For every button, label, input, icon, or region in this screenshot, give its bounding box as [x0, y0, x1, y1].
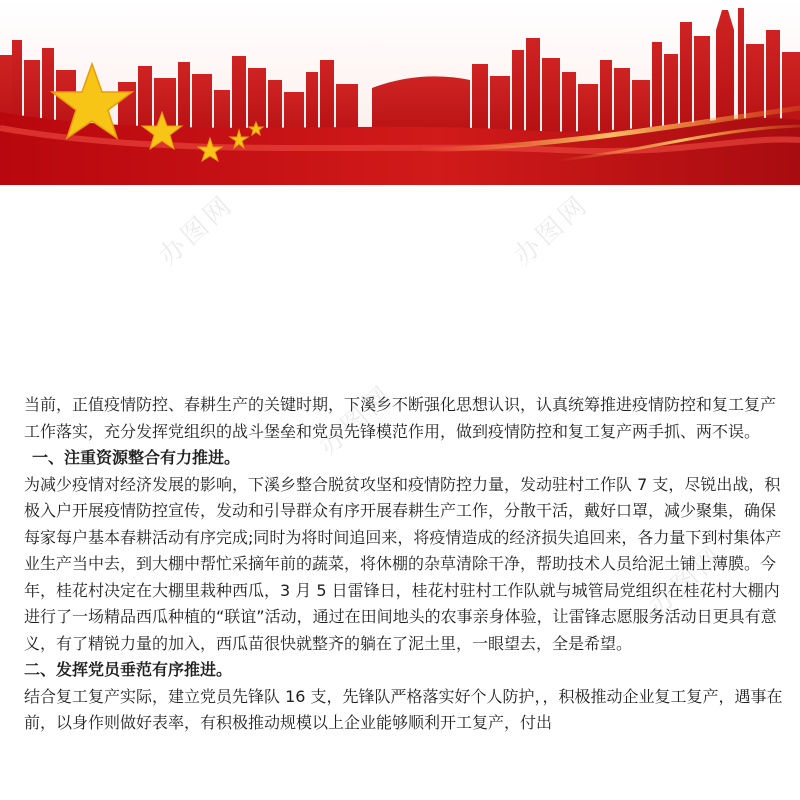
watermark: 办图网 — [643, 539, 731, 622]
intro-paragraph: 当前，正值疫情防控、春耕生产的关键时期，下溪乡不断强化思想认识，认真统筹推进疫情防控和复工复产工作落实，充分发挥党组织的战斗堡垒和党员先锋模范作用，做到疫情防控和复工复产两手抓、两不误。 — [24, 395, 777, 441]
watermark: 办图网 — [508, 189, 596, 272]
section-paragraph: 为减少疫情对经济发展的影响，下溪乡整合脱贫攻坚和疫情防控力量，发动驻村工作队 7 支，尽锐出战，积极入户开展疫情防控宣传，发动和引导群众有序开展春耕生产工作，分散干活，戴好口罩，减少聚集，确保每家每户基本春耕活动有序完成;同时为将时间追回来，将疫情造成的经济损失追回来，各力量下到村集体产业生产当中去，到大棚中帮忙采摘年前的蔬菜，将休棚的杂草清除干净，帮助技术人员给泥土铺上薄膜。今年，桂花村决定在大棚里栽种西瓜，3 月 5 日雷锋日，桂花村驻村工作队就与城管局党组织在桂花村大棚内进行了一场精品西瓜种植的“联谊”活动，通过在田间地头的农事亲身体验，让雷锋志愿服务活动日更具有意义，有了精锐力量的加入，西瓜苗很快就整齐的躺在了泥土里，一眼望去，全是希望。 — [24, 474, 782, 653]
watermark: 办图网 — [153, 189, 241, 272]
section-paragraph: 结合复工复产实际，建立党员先锋队 16 支，先锋队严格落实好个人防护，，积极推动企业复工复产，遇事在前，以身作则做好表率，有积极推动规模以上企业能够顺利开工复产，付出 — [24, 686, 783, 732]
skyline-stars-graphic — [0, 0, 800, 185]
section-heading: 一、注重资源整合有力推进。 — [32, 448, 241, 467]
section-heading: 二、发挥党员垂范有序推进。 — [24, 660, 233, 679]
article-body — [24, 392, 784, 737]
watermark: 办图网 — [313, 379, 401, 462]
header-banner — [0, 0, 800, 185]
